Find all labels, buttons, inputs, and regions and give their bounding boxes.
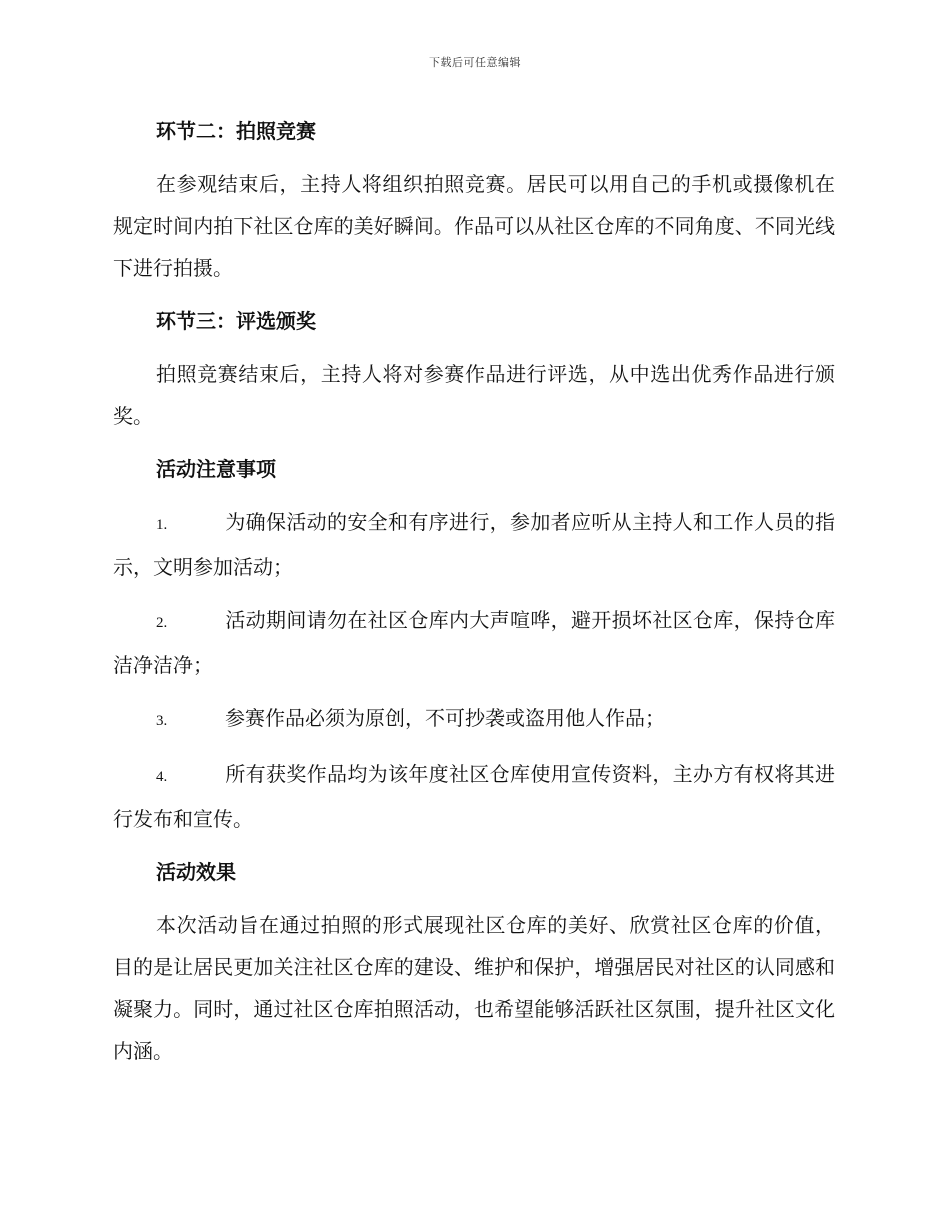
list-item-text: 活动期间请勿在社区仓库内大声喧哗，避开损坏社区仓库，保持仓库洁净洁净； [113,608,835,677]
list-number: 3. [156,713,168,729]
section-heading-awards: 环节三：评选颁奖 [156,309,316,333]
list-number: 1. [156,517,168,533]
list-item [113,599,835,686]
header-note: 下载后可任意编辑 [429,56,521,69]
list-number: 2. [156,615,168,631]
list-item-text: 参赛作品必须为原创，不可抄袭或盗用他人作品； [225,706,665,730]
paragraph-photo-contest: 在参观结束后，主持人将组织拍照竞赛。居民可以用自己的手机或摄像机在规定时间内拍下社区仓库的美好瞬间。作品可以从社区仓库的不同角度、不同光线下进行拍摄。 [113,172,835,280]
list-item-text: 所有获奖作品均为该年度社区仓库使用宣传资料，主办方有权将其进行发布和宣传。 [113,762,835,831]
section-heading-photo-contest: 环节二：拍照竞赛 [156,119,316,143]
list-item-text: 为确保活动的安全和有序进行，参加者应听从主持人和工作人员的指示，文明参加活动； [113,510,835,579]
section-heading-effects: 活动效果 [156,860,236,884]
paragraph-awards: 拍照竞赛结束后，主持人将对参赛作品进行评选，从中选出优秀作品进行颁奖。 [113,362,835,428]
list-item [113,697,835,742]
list-item [113,501,835,588]
list-item [113,753,835,840]
document-body [113,110,835,1083]
paragraph-effects: 本次活动旨在通过拍照的形式展现社区仓库的美好、欣赏社区仓库的价值，目的是让居民更加关注社区仓库的建设、维护和保护，增强居民对社区的认同感和凝聚力。同时，通过社区仓库拍照活动，也希望能够活跃社区氛围，提升社区文化内涵。 [113,913,835,1063]
section-heading-notes: 活动注意事项 [156,457,276,481]
list-number: 4. [156,769,168,785]
